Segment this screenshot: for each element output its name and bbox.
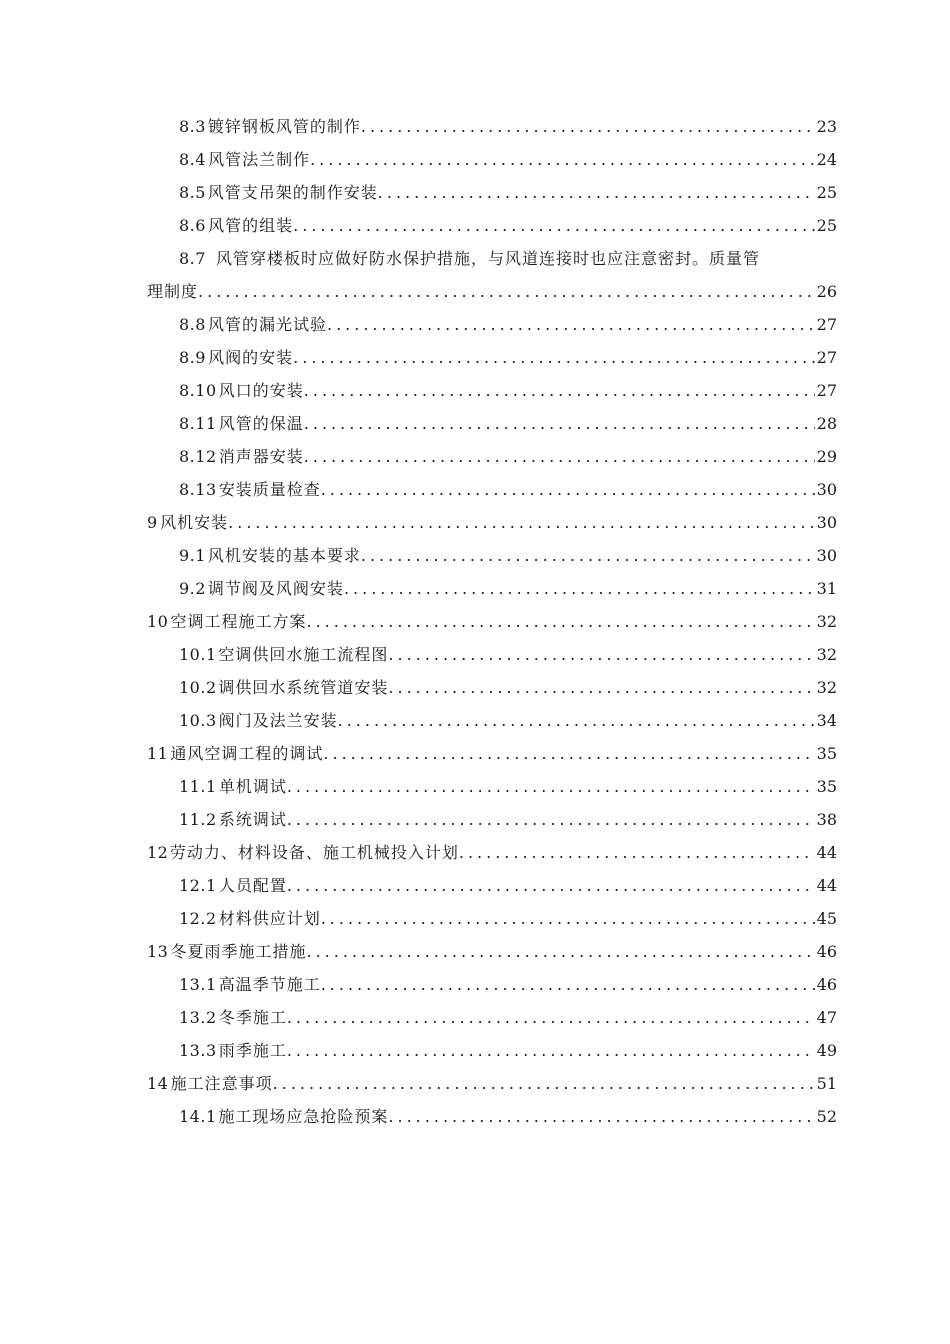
toc-entry-title: 空调供回水施工流程图 — [218, 645, 389, 664]
toc-page-number: 38 — [816, 810, 837, 829]
toc-page-number: 25 — [816, 216, 837, 235]
toc-dot-leader — [287, 1034, 815, 1067]
toc-entry[interactable] — [147, 440, 837, 473]
toc-entry[interactable] — [147, 638, 837, 671]
toc-entry-title: 风口的安装 — [218, 381, 304, 400]
toc-entry-title: 调供回水系统管道安装 — [218, 678, 389, 697]
toc-page-number: 24 — [816, 150, 837, 169]
toc-entry-title: 施工注意事项 — [170, 1074, 273, 1093]
toc-page-number: 52 — [816, 1107, 837, 1126]
toc-entry[interactable] — [147, 1001, 837, 1034]
toc-dot-leader — [307, 935, 815, 968]
toc-page-number: 31 — [816, 579, 837, 598]
toc-entry[interactable] — [147, 572, 837, 605]
toc-entry-number: 13.1 — [179, 975, 217, 994]
toc-dot-leader — [287, 770, 815, 803]
toc-entry[interactable] — [147, 539, 837, 572]
toc-entry-number: 14 — [147, 1074, 169, 1093]
toc-entry-number: 11.1 — [179, 777, 217, 796]
toc-entry-title: 安装质量检查 — [218, 480, 321, 499]
toc-entry[interactable] — [147, 1067, 837, 1100]
toc-dot-leader — [361, 539, 815, 572]
toc-entry-number: 13 — [147, 942, 169, 961]
toc-entry[interactable] — [147, 869, 837, 902]
toc-entry[interactable] — [147, 1034, 837, 1067]
toc-dot-leader — [273, 1067, 815, 1100]
toc-page-number: 27 — [816, 381, 837, 400]
toc-entry-number: 12 — [147, 843, 169, 862]
toc-entry-title: 消声器安装 — [218, 447, 304, 466]
toc-entry-number: 11.2 — [179, 810, 217, 829]
toc-page-number: 30 — [816, 546, 837, 565]
toc-entry-number: 12.2 — [179, 909, 217, 928]
toc-page-number: 27 — [816, 315, 837, 334]
toc-page-number: 49 — [816, 1041, 837, 1060]
toc-entry-number: 13.3 — [179, 1041, 217, 1060]
toc-entry-title: 冬季施工 — [218, 1008, 287, 1027]
toc-dot-leader — [388, 1100, 814, 1133]
toc-dot-leader — [388, 638, 814, 671]
toc-page-number: 47 — [816, 1008, 837, 1027]
toc-page-number: 44 — [816, 876, 837, 895]
toc-entry-title: 阀门及法兰安装 — [218, 711, 338, 730]
toc-entry-number: 8.10 — [179, 381, 217, 400]
toc-entry-title: 空调工程施工方案 — [170, 612, 307, 631]
toc-entry[interactable] — [147, 143, 837, 176]
toc-dot-leader — [304, 440, 815, 473]
toc-dot-leader — [327, 308, 815, 341]
toc-entry[interactable] — [147, 737, 837, 770]
toc-entry[interactable] — [147, 968, 837, 1001]
toc-entry[interactable] — [147, 110, 837, 143]
toc-page-number: 29 — [816, 447, 837, 466]
toc-entry[interactable] — [147, 341, 837, 374]
toc-page-number: 32 — [816, 678, 837, 697]
toc-entry-number: 9.2 — [179, 579, 206, 598]
toc-entry-title: 材料供应计划 — [218, 909, 321, 928]
toc-entry-number: 8.6 — [179, 216, 206, 235]
toc-page-number: 45 — [816, 909, 837, 928]
toc-page-number: 51 — [816, 1074, 837, 1093]
toc-page-number: 46 — [816, 942, 837, 961]
toc-entry-number: 12.1 — [179, 876, 217, 895]
table-of-contents — [147, 110, 837, 1133]
toc-entry-number: 8.3 — [179, 117, 206, 136]
toc-entry[interactable] — [147, 407, 837, 440]
toc-entry-number: 8.8 — [179, 315, 206, 334]
toc-entry-number: 14.1 — [179, 1107, 217, 1126]
toc-dot-leader — [338, 704, 815, 737]
toc-entry-title: 风机安装的基本要求 — [207, 546, 361, 565]
toc-entry-title: 系统调试 — [218, 810, 287, 829]
toc-entry-title: 风管穿楼板时应做好防水保护措施，与风道连接时也应注意密封。质量管 — [215, 249, 760, 268]
toc-page-number: 26 — [816, 282, 837, 301]
toc-entry[interactable] — [147, 176, 837, 209]
toc-entry-title: 调节阀及风阀安装 — [207, 579, 344, 598]
toc-page-number: 25 — [816, 183, 837, 202]
toc-entry-number: 8.7 — [179, 249, 206, 268]
toc-entry[interactable] — [147, 803, 837, 836]
toc-page-number: 30 — [816, 480, 837, 499]
toc-page-number: 35 — [816, 777, 837, 796]
toc-dot-leader — [228, 506, 815, 539]
toc-entry-number: 9.1 — [179, 546, 206, 565]
toc-entry-title: 施工现场应急抢险预案 — [218, 1107, 389, 1126]
toc-dot-leader — [304, 407, 815, 440]
toc-page-number: 28 — [816, 414, 837, 433]
toc-dot-leader — [287, 869, 815, 902]
toc-entry-title: 冬夏雨季施工措施 — [170, 942, 307, 961]
toc-dot-leader — [293, 209, 815, 242]
toc-entry-line[interactable] — [147, 242, 837, 275]
toc-dot-leader — [321, 473, 815, 506]
toc-dot-leader — [321, 968, 815, 1001]
toc-entry-title: 风阀的安装 — [208, 348, 294, 367]
toc-entry-title: 风管的组装 — [208, 216, 294, 235]
toc-page-number: 32 — [816, 612, 837, 631]
toc-dot-leader — [304, 374, 815, 407]
toc-dot-leader — [310, 143, 815, 176]
toc-dot-leader — [198, 275, 815, 308]
toc-entry[interactable] — [147, 704, 837, 737]
toc-entry-title: 通风空调工程的调试 — [170, 744, 324, 763]
toc-entry[interactable] — [147, 308, 837, 341]
toc-entry[interactable] — [147, 1100, 837, 1133]
toc-entry-title: 风管法兰制作 — [208, 150, 311, 169]
toc-page-number: 32 — [816, 645, 837, 664]
toc-dot-leader — [293, 341, 815, 374]
toc-entry-number: 8.12 — [179, 447, 217, 466]
toc-entry-title: 雨季施工 — [218, 1041, 287, 1060]
toc-entry-title-continuation: 理制度 — [147, 282, 199, 301]
toc-entry[interactable] — [147, 374, 837, 407]
toc-dot-leader — [378, 176, 815, 209]
toc-entry-number: 10 — [147, 612, 169, 631]
toc-entry-title: 人员配置 — [218, 876, 287, 895]
toc-entry-title: 风机安装 — [160, 513, 229, 532]
toc-entry-title: 高温季节施工 — [218, 975, 321, 994]
toc-entry[interactable] — [147, 209, 837, 242]
toc-dot-leader — [388, 671, 814, 704]
toc-entry-number: 8.5 — [179, 183, 206, 202]
toc-dot-leader — [361, 110, 815, 143]
toc-entry-title: 风管的漏光试验 — [207, 315, 327, 334]
toc-dot-leader — [459, 836, 815, 869]
toc-dot-leader — [307, 605, 815, 638]
toc-dot-leader — [344, 572, 815, 605]
toc-entry[interactable] — [147, 506, 837, 539]
toc-dot-leader — [287, 1001, 815, 1034]
toc-entry[interactable] — [147, 275, 837, 308]
toc-entry-number: 9 — [147, 513, 158, 532]
toc-entry-number: 8.9 — [179, 348, 206, 367]
toc-entry[interactable] — [147, 902, 837, 935]
toc-entry-number: 10.2 — [179, 678, 217, 697]
toc-entry-title: 风管的保温 — [218, 414, 304, 433]
toc-page-number: 23 — [816, 117, 837, 136]
toc-entry[interactable] — [147, 770, 837, 803]
toc-entry[interactable] — [147, 671, 837, 704]
toc-dot-leader — [323, 737, 814, 770]
toc-entry-number: 10.1 — [179, 645, 217, 664]
toc-entry-title: 单机调试 — [218, 777, 287, 796]
toc-page-number: 27 — [816, 348, 837, 367]
toc-entry-title: 风管支吊架的制作安装 — [207, 183, 378, 202]
toc-entry-number: 8.11 — [179, 414, 217, 433]
toc-page-number: 44 — [816, 843, 837, 862]
toc-entry-number: 11 — [147, 744, 169, 763]
toc-dot-leader — [287, 803, 815, 836]
toc-entry-title: 劳动力、材料设备、施工机械投入计划 — [169, 843, 459, 862]
toc-dot-leader — [321, 902, 815, 935]
toc-entry-number: 8.13 — [179, 480, 217, 499]
toc-page-number: 34 — [816, 711, 837, 730]
toc-entry[interactable] — [147, 836, 837, 869]
toc-entry-number: 10.3 — [179, 711, 217, 730]
toc-page-number: 35 — [816, 744, 837, 763]
toc-page-number: 46 — [816, 975, 837, 994]
toc-entry-title: 镀锌钢板风管的制作 — [207, 117, 361, 136]
toc-page-number: 30 — [816, 513, 837, 532]
toc-entry[interactable] — [147, 473, 837, 506]
toc-entry[interactable] — [147, 605, 837, 638]
toc-entry[interactable] — [147, 935, 837, 968]
toc-entry-number: 13.2 — [179, 1008, 217, 1027]
toc-entry-number: 8.4 — [179, 150, 206, 169]
